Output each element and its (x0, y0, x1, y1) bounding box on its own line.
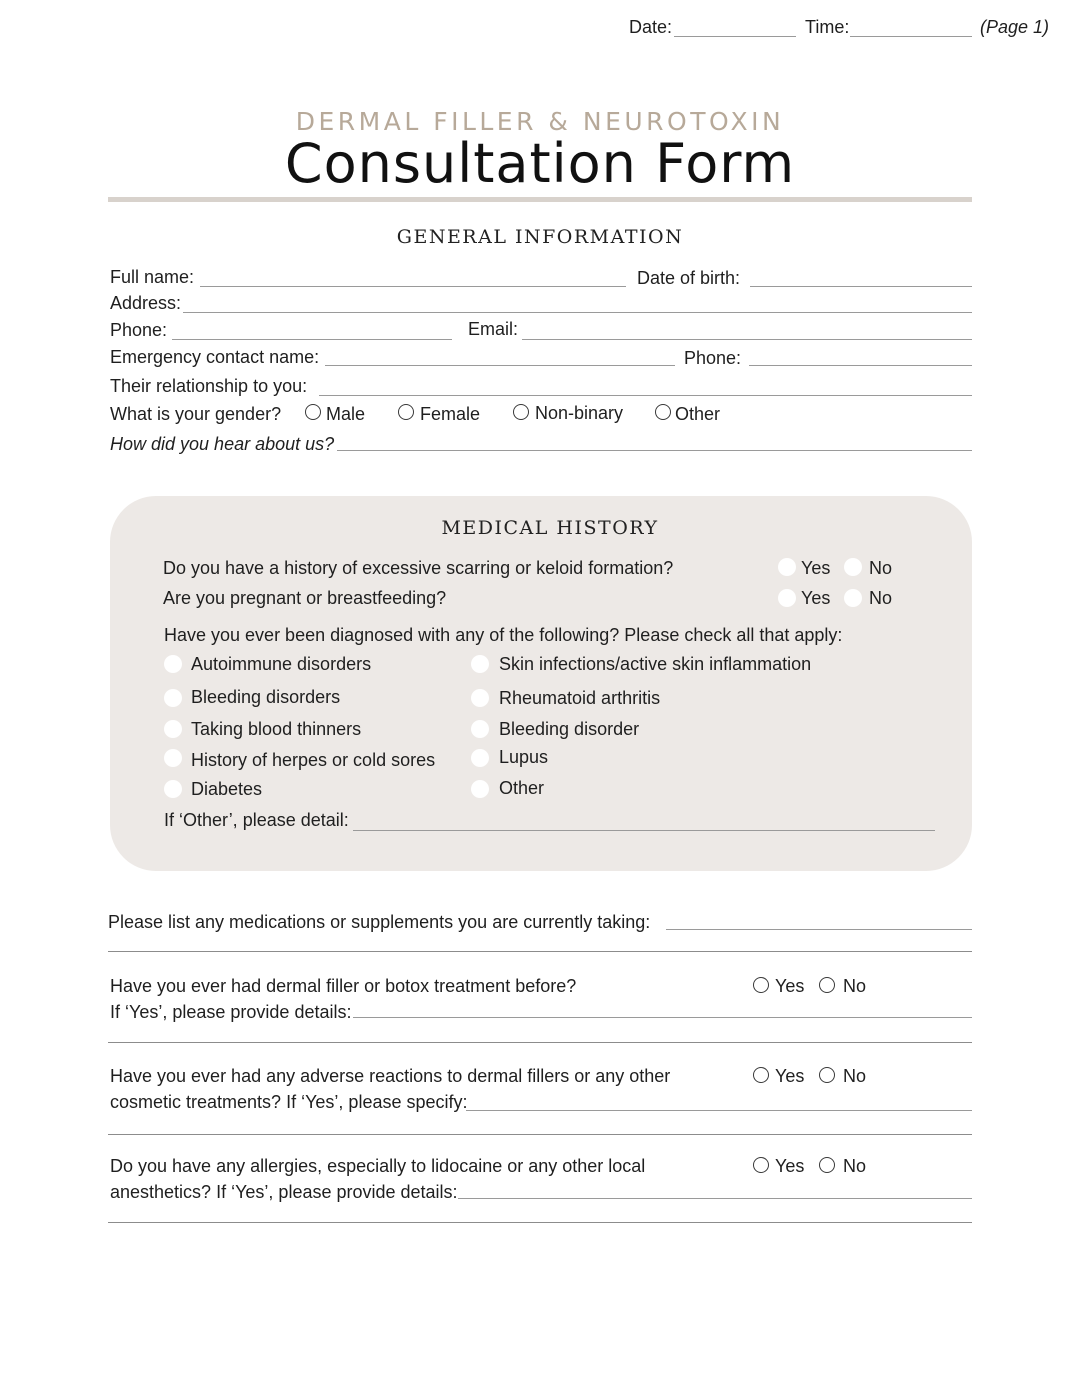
condition-label: Skin infections/active skin inflammation (499, 654, 812, 674)
medical-history-heading: MEDICAL HISTORY (441, 517, 659, 539)
keloid-yes-radio[interactable] (778, 558, 796, 576)
dob-label: Date of birth: (637, 268, 741, 288)
condition-checkbox[interactable] (164, 655, 182, 673)
adverse-question: Have you ever had any adverse reactions to dermal fillers or any other (110, 1066, 671, 1086)
condition-label: Rheumatoid arthritis (499, 688, 661, 708)
pregnant-yes-label: Yes (801, 588, 831, 608)
gender-nonbinary-label: Non-binary (535, 403, 624, 423)
condition-label: Other (499, 778, 545, 798)
condition-checkbox[interactable] (164, 749, 182, 767)
condition-checkbox[interactable] (164, 780, 182, 798)
other-detail-field[interactable] (353, 830, 935, 831)
section-divider (108, 1134, 972, 1135)
hear-about-label: How did you hear about us? (110, 434, 335, 454)
section-divider (108, 951, 972, 952)
general-info-heading: GENERAL INFORMATION (396, 226, 684, 248)
email-label: Email: (468, 319, 519, 339)
title-divider (108, 197, 972, 202)
hear-about-field[interactable] (337, 450, 972, 451)
filler-yes-label: Yes (775, 976, 805, 996)
date-label: Date: (629, 17, 673, 37)
gender-other-label: Other (675, 404, 721, 424)
allergy-question: Do you have any allergies, especially to lidocaine or any other local (110, 1156, 646, 1176)
gender-question: What is your gender? (110, 404, 282, 424)
relationship-label: Their relationship to you: (110, 376, 308, 396)
keloid-no-radio[interactable] (844, 558, 862, 576)
gender-nonbinary-radio[interactable] (513, 404, 529, 420)
gender-other-radio[interactable] (655, 404, 671, 420)
allergy-yes-label: Yes (775, 1156, 805, 1176)
date-field[interactable] (674, 36, 796, 37)
condition-label: Bleeding disorder (499, 719, 640, 739)
condition-label: Diabetes (191, 779, 263, 799)
condition-label: History of herpes or cold sores (191, 750, 436, 770)
gender-male-label: Male (326, 404, 366, 424)
allergy-question-cont: anesthetics? If ‘Yes’, please provide details: (110, 1182, 458, 1202)
allergy-yes-radio[interactable] (753, 1157, 769, 1173)
form-kicker: DERMAL FILLER & NEUROTOXIN (295, 107, 785, 136)
full-name-label: Full name: (110, 267, 195, 287)
adverse-yes-label: Yes (775, 1066, 805, 1086)
gender-male-radio[interactable] (305, 404, 321, 420)
phone-field[interactable] (172, 339, 452, 340)
condition-checkbox[interactable] (471, 780, 489, 798)
adverse-detail-field[interactable] (466, 1110, 972, 1111)
pregnant-no-label: No (869, 588, 893, 608)
pregnant-no-radio[interactable] (844, 589, 862, 607)
condition-checkbox[interactable] (164, 689, 182, 707)
allergy-no-radio[interactable] (819, 1157, 835, 1173)
gender-female-label: Female (420, 404, 481, 424)
adverse-yes-radio[interactable] (753, 1067, 769, 1083)
condition-checkbox[interactable] (471, 655, 489, 673)
condition-label: Taking blood thinners (191, 719, 362, 739)
address-field[interactable] (183, 312, 972, 313)
emergency-phone-field[interactable] (749, 365, 972, 366)
adverse-no-radio[interactable] (819, 1067, 835, 1083)
medications-label: Please list any medications or supplements you are currently taking: (108, 912, 651, 932)
time-label: Time: (805, 17, 850, 37)
filler-yes-radio[interactable] (753, 977, 769, 993)
diagnosed-question: Have you ever been diagnosed with any of the following? Please check all that apply: (164, 625, 843, 645)
condition-label: Lupus (499, 747, 549, 767)
relationship-field[interactable] (319, 395, 972, 396)
full-name-field[interactable] (200, 286, 626, 287)
adverse-no-label: No (843, 1066, 867, 1086)
section-divider (108, 1042, 972, 1043)
emergency-name-label: Emergency contact name: (110, 347, 320, 367)
allergy-no-label: No (843, 1156, 867, 1176)
condition-label: Autoimmune disorders (191, 654, 372, 674)
filler-question: Have you ever had dermal filler or botox treatment before? (110, 976, 577, 996)
section-divider (108, 1222, 972, 1223)
condition-checkbox[interactable] (471, 749, 489, 767)
filler-detail-label: If ‘Yes’, please provide details: (110, 1002, 352, 1022)
keloid-question: Do you have a history of excessive scarring or keloid formation? (163, 558, 674, 578)
keloid-no-label: No (869, 558, 893, 578)
condition-checkbox[interactable] (471, 720, 489, 738)
adverse-question-cont: cosmetic treatments? If ‘Yes’, please specify: (110, 1092, 468, 1112)
keloid-yes-label: Yes (801, 558, 831, 578)
phone-label: Phone: (110, 320, 168, 340)
condition-checkbox[interactable] (164, 720, 182, 738)
allergy-detail-field[interactable] (458, 1198, 972, 1199)
emergency-phone-label: Phone: (684, 348, 742, 368)
pregnant-question: Are you pregnant or breastfeeding? (163, 588, 447, 608)
filler-no-radio[interactable] (819, 977, 835, 993)
gender-female-radio[interactable] (398, 404, 414, 420)
filler-detail-field[interactable] (353, 1017, 972, 1018)
emergency-name-field[interactable] (325, 365, 675, 366)
email-field[interactable] (522, 339, 972, 340)
dob-field[interactable] (750, 286, 972, 287)
address-label: Address: (110, 293, 182, 313)
condition-checkbox[interactable] (471, 689, 489, 707)
time-field[interactable] (850, 36, 972, 37)
page-number: (Page 1) (980, 17, 1050, 37)
condition-label: Bleeding disorders (191, 687, 341, 707)
filler-no-label: No (843, 976, 867, 996)
pregnant-yes-radio[interactable] (778, 589, 796, 607)
medications-field[interactable] (666, 929, 972, 930)
page-title: Consultation Form (284, 132, 796, 195)
other-detail-label: If ‘Other’, please detail: (164, 810, 349, 830)
